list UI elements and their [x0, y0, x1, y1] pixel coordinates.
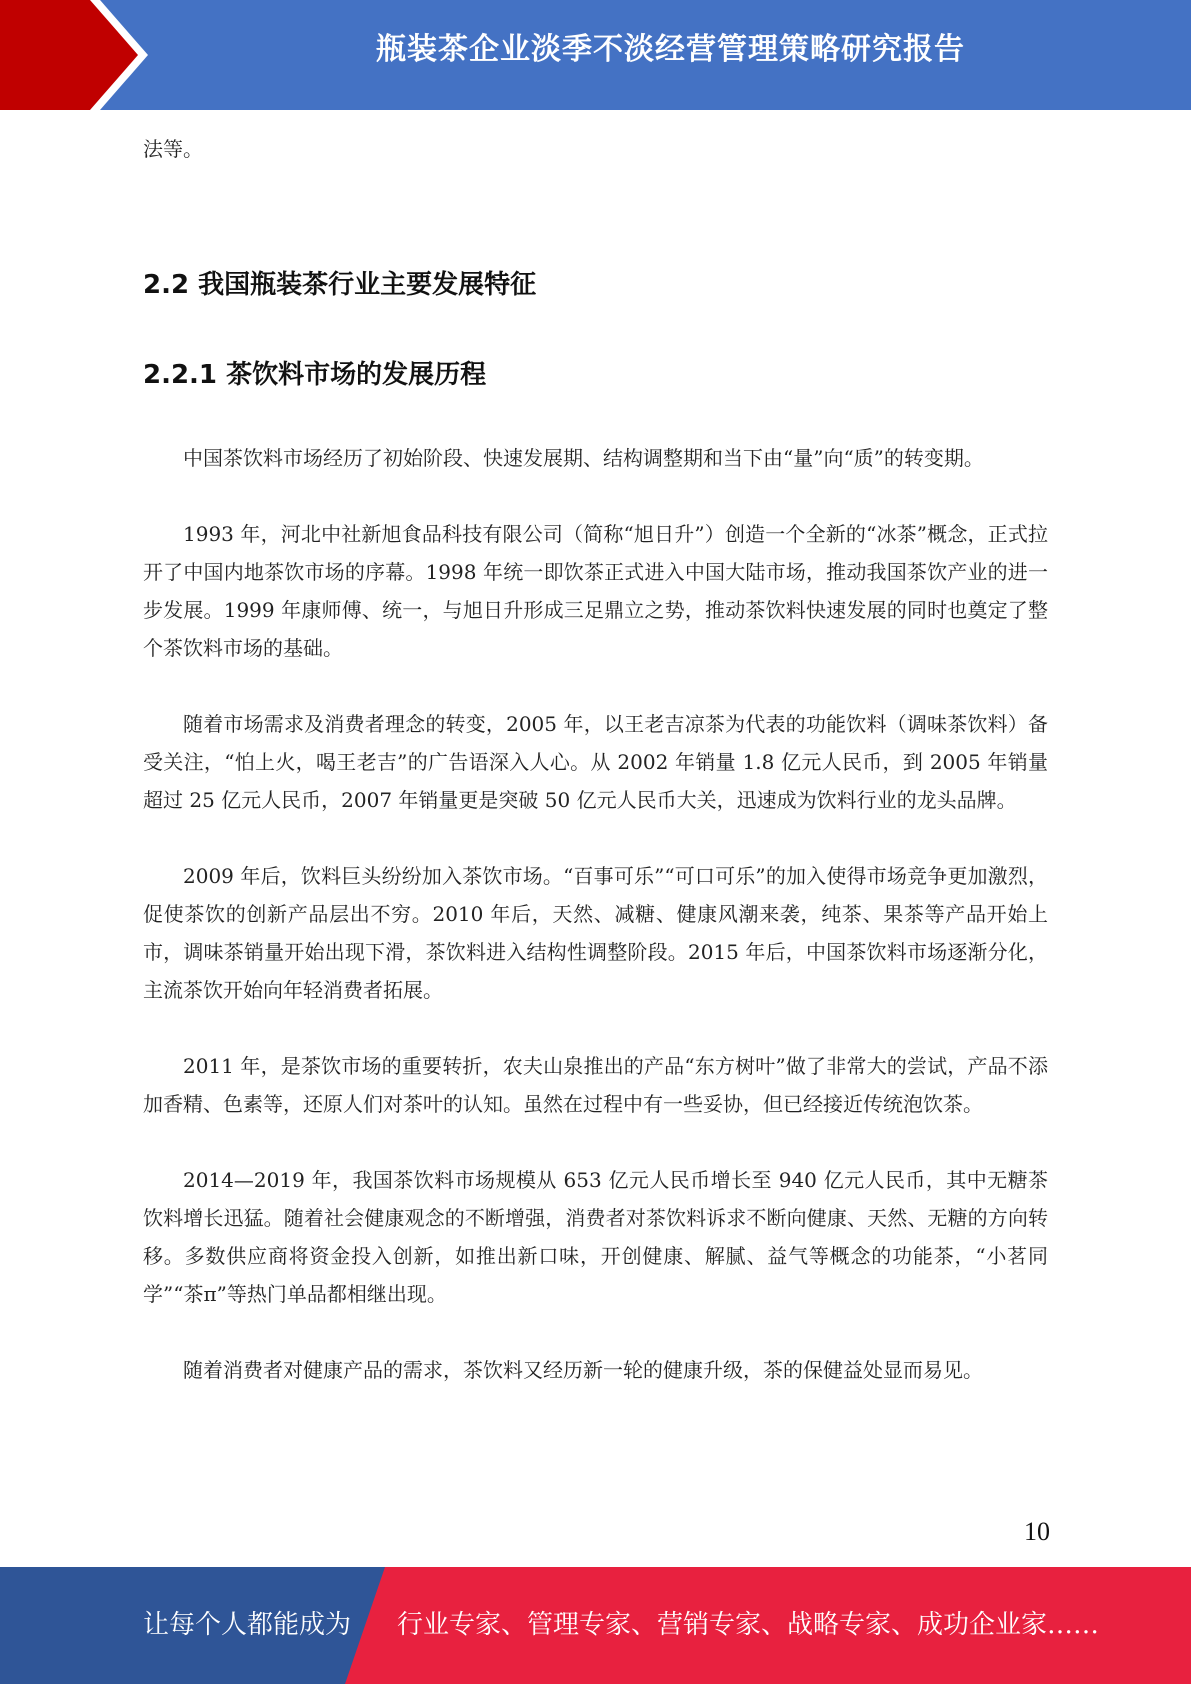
paragraph: 中国茶饮料市场经历了初始阶段、快速发展期、结构调整期和当下由“量”向“质”的转变期。: [183, 446, 984, 470]
paragraph: 1993 年，河北中社新旭食品科技有限公司（简称“旭日升”）创造一个全新的“冰茶”概念，正式拉开了中国内地茶饮市场的序幕。1998 年统一即饮茶正式进入中国大陆市场，推动我国茶饮产业的进一步发展。1999 年康师傅、统一，与旭日升形成三足鼎立之势，推动茶饮料快速发展的同时也奠定了整个茶饮料市场的基础。: [143, 522, 1048, 660]
page-number: 10: [1024, 1517, 1050, 1546]
paragraph: 2014—2019 年，我国茶饮料市场规模从 653 亿元人民币增长至 940 亿元人民币，其中无糖茶饮料增长迅猛。随着社会健康观念的不断增强，消费者对茶饮料诉求不断向健康、天然、无糖的方向转移。多数供应商将资金投入创新，如推出新口味，开创健康、解腻、益气等概念的功能茶，“小茗同学”“茶π”等热门单品都相继出现。: [143, 1168, 1048, 1306]
footer-slogan-left: 让每个人都能成为: [143, 1610, 352, 1640]
paragraph: 随着消费者对健康产品的需求，茶饮料又经历新一轮的健康升级，茶的保健益处显而易见。: [183, 1358, 983, 1382]
report-title: 瓶装茶企业淡季不淡经营管理策略研究报告: [376, 32, 965, 67]
continued-text-block: [143, 130, 1043, 168]
paragraph: 2009 年后，饮料巨头纷纷加入茶饮市场。“百事可乐”“可口可乐”的加入使得市场竞争更加激烈，促使茶饮的创新产品层出不穷。2010 年后，天然、减糖、健康风潮来袭，纯茶、果茶等产品开始上市，调味茶销量开始出现下滑，茶饮料进入结构性调整阶段。2015 年后，中国茶饮料市场逐渐分化，主流茶饮开始向年轻消费者拓展。: [143, 864, 1048, 1002]
body-text: [143, 439, 1048, 1427]
paragraph: 随着市场需求及消费者理念的转变，2005 年，以王老吉凉茶为代表的功能饮料（调味茶饮料）备受关注，“怕上火，喝王老吉”的广告语深入人心。从 2002 年销量 1.8 亿元人民币，到 2005 年销量超过 25 亿元人民币，2007 年销量更是突破 50 亿元人民币大关，迅速成为饮料行业的龙头品牌。: [143, 712, 1048, 812]
page-header: [0, 0, 1191, 110]
paragraph: 2011 年，是茶饮市场的重要转折，农夫山泉推出的产品“东方树叶”做了非常大的尝试，产品不添加香精、色素等，还原人们对茶叶的认知。虽然在过程中有一些妥协，但已经接近传统泡饮茶。: [143, 1054, 1048, 1116]
subsection-heading: 2.2.1 茶饮料市场的发展历程: [143, 360, 487, 390]
footer-slogan-right: 行业专家、管理专家、营销专家、战略专家、成功企业家……: [397, 1610, 1100, 1640]
page-footer: [0, 1567, 1191, 1684]
section-heading: 2.2 我国瓶装茶行业主要发展特征: [143, 270, 537, 300]
continued-paragraph: 法等。: [143, 137, 203, 161]
